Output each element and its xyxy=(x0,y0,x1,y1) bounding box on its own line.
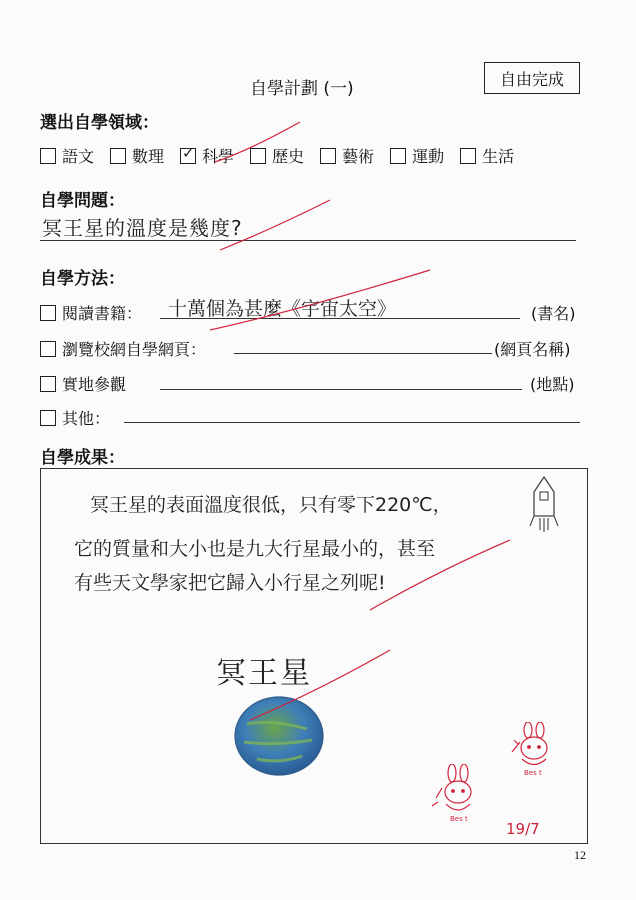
subject-option[interactable]: 數理 xyxy=(110,144,164,167)
domain-heading: 選出自學領域： xyxy=(40,113,159,133)
drawing-label: 冥王星 xyxy=(216,656,312,691)
subject-option[interactable]: 語文 xyxy=(40,144,94,167)
result-line-3: 有些天文學家把它歸入小行星之列呢! xyxy=(74,572,386,594)
result-heading: 自學成果： xyxy=(40,448,125,468)
method-browsing: 瀏覽校網自學網頁： xyxy=(40,337,206,360)
method-other: 其他： xyxy=(40,406,110,429)
location-suffix: (地點) xyxy=(530,375,575,394)
book-suffix: (書名) xyxy=(531,304,576,323)
bunny-stamp-icon xyxy=(428,764,488,824)
question-answer[interactable]: 冥王星的溫度是幾度? xyxy=(42,216,243,240)
subject-option[interactable]: 藝術 xyxy=(320,144,374,167)
book-title-answer[interactable]: 十萬個為甚麼《宇宙太空》 xyxy=(168,298,397,320)
method-reading: 閱讀書籍： xyxy=(40,301,142,324)
method-visit: 實地參觀 xyxy=(40,372,126,395)
subject-option[interactable]: 運動 xyxy=(390,144,444,167)
subject-option[interactable]: 歷史 xyxy=(250,144,304,167)
result-line-1: 冥王星的表面溫度很低，只有零下220℃， xyxy=(90,494,452,516)
page-number: 12 xyxy=(574,848,586,862)
question-heading: 自學問題： xyxy=(40,191,125,211)
bunny-stamp-icon xyxy=(506,722,564,778)
svg-text:Bes t: Bes t xyxy=(524,769,542,777)
method-heading: 自學方法： xyxy=(40,269,125,289)
subject-option-checked[interactable]: ✓ 科學 xyxy=(180,144,234,167)
free-completion-badge: 自由完成 xyxy=(484,62,580,94)
result-line-2: 它的質量和大小也是九大行星最小的，甚至 xyxy=(74,538,436,560)
webpage-suffix: (網頁名稱) xyxy=(494,340,571,359)
subject-option[interactable]: 生活 xyxy=(460,144,514,167)
check-date: 19/7 xyxy=(506,820,540,838)
svg-text:Bes t: Bes t xyxy=(450,815,468,823)
page-title: 自學計劃 (一) xyxy=(250,79,354,99)
